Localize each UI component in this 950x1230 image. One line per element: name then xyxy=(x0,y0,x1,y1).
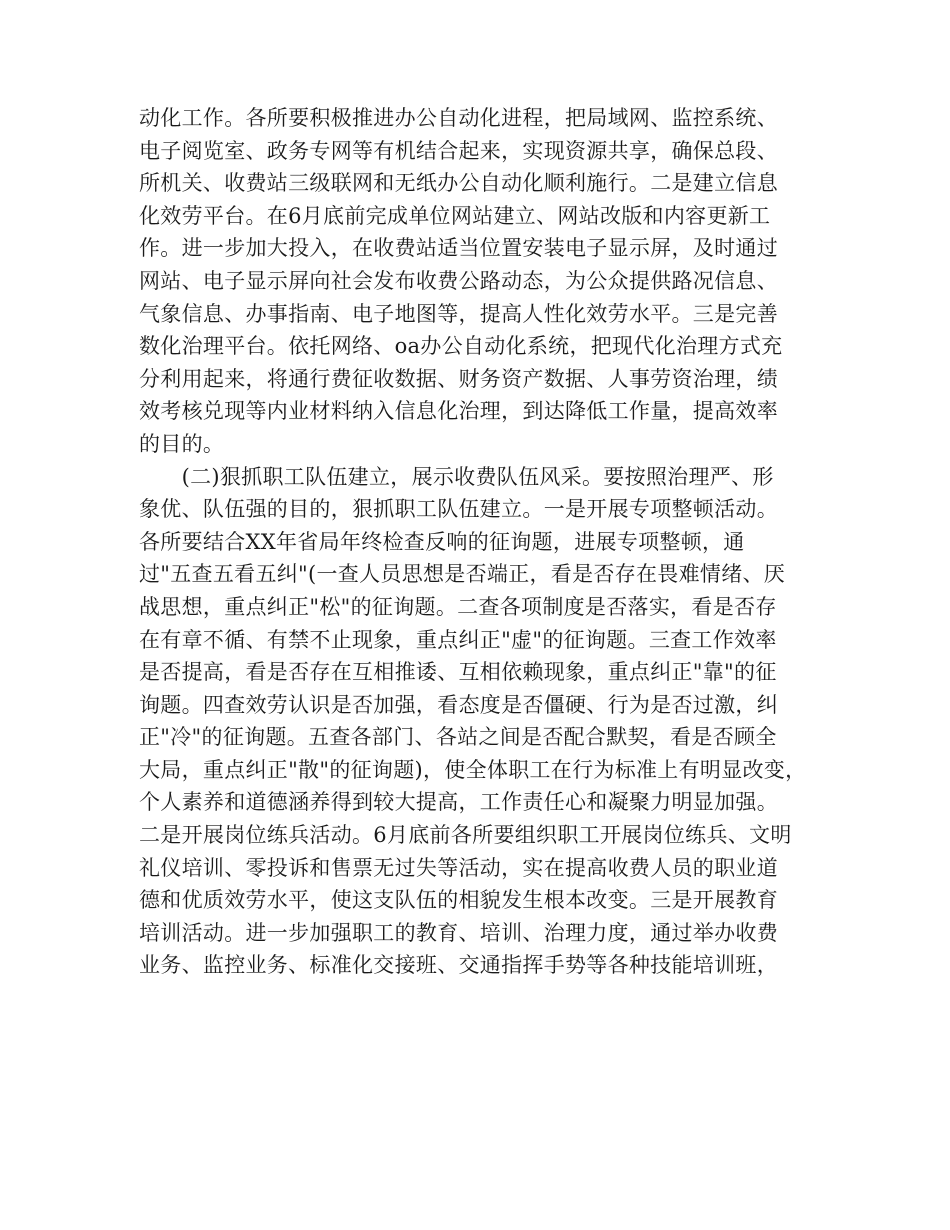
text-line: 化效劳平台。在6月底前完成单位网站建立、网站改版和内容更新工 xyxy=(139,203,771,228)
text-line: 所机关、收费站三级联网和无纸办公自动化顺利施行。二是建立信息 xyxy=(139,171,778,196)
section-heading-line: (二)狠抓职工队伍建立，展示收费队伍风采。要按照治理严、形 xyxy=(139,464,774,489)
text-line: 作。进一步加大投入，在收费站适当位置安装电子显示屏，及时通过 xyxy=(139,236,778,261)
text-line: 战思想，重点纠正"松"的征询题。二查各项制度是否落实，看是否存 xyxy=(139,594,777,619)
text-line: 效考核兑现等内业材料纳入信息化治理，到达降低工作量，提高效率 xyxy=(139,399,778,424)
text-line: 是否提高，看是否存在互相推诿、互相依赖现象，重点纠正"靠"的征 xyxy=(139,660,777,685)
text-line: 过"五查五看五纠"(一查人员思想是否端正，看是否存在畏难情绪、厌 xyxy=(139,562,786,587)
text-line: 德和优质效劳水平，使这支队伍的相貌发生根本改变。三是开展教育 xyxy=(139,888,778,913)
text-line: 各所要结合XX年省局年终检查反响的征询题，进展专项整顿，通 xyxy=(139,529,745,554)
text-line: 在有章不循、有禁不止现象，重点纠正"虚"的征询题。三查工作效率 xyxy=(139,627,777,652)
text-line: 个人素养和道德涵养得到较大提高，工作责任心和凝聚力明显加强。 xyxy=(139,790,778,815)
text-line: 礼仪培训、零投诉和售票无过失等活动，实在提高收费人员的职业道 xyxy=(139,855,778,880)
text-line: 动化工作。各所要积极推进办公自动化进程，把局域网、监控系统、 xyxy=(139,106,778,130)
text-line: 的目的。 xyxy=(139,431,225,456)
text-line: 数化治理平台。依托网络、oa办公自动化系统，把现代化治理方式充 xyxy=(139,334,783,359)
text-line: 电子阅览室、政务专网等有机结合起来，实现资源共享，确保总段、 xyxy=(139,138,778,163)
text-line: 象优、队伍强的目的，狠抓职工队伍建立。一是开展专项整顿活动。 xyxy=(139,497,778,522)
text-line: 网站、电子显示屏向社会发布收费公路动态，为公众提供路况信息、 xyxy=(139,268,778,293)
text-line: 大局，重点纠正"散"的征询题)，使全体职工在行为标准上有明显改变， xyxy=(139,757,807,782)
text-line: 培训活动。进一步加强职工的教育、培训、治理力度，通过举办收费 xyxy=(139,920,778,945)
text-line: 业务、监控业务、标准化交接班、交通指挥手势等各种技能培训班， xyxy=(139,953,778,978)
text-line: 二是开展岗位练兵活动。6月底前各所要组织职工开展岗位练兵、文明 xyxy=(139,823,792,848)
text-line: 气象信息、办事指南、电子地图等，提高人性化效劳水平。三是完善 xyxy=(139,301,778,326)
body-text xyxy=(139,102,819,982)
text-line: 询题。四查效劳认识是否加强，看态度是否僵硬、行为是否过激，纠 xyxy=(139,692,778,717)
text-line: 正"冷"的征询题。五查各部门、各站之间是否配合默契，看是否顾全 xyxy=(139,725,777,750)
text-line: 分利用起来，将通行费征收数据、财务资产数据、人事劳资治理，绩 xyxy=(139,366,778,391)
